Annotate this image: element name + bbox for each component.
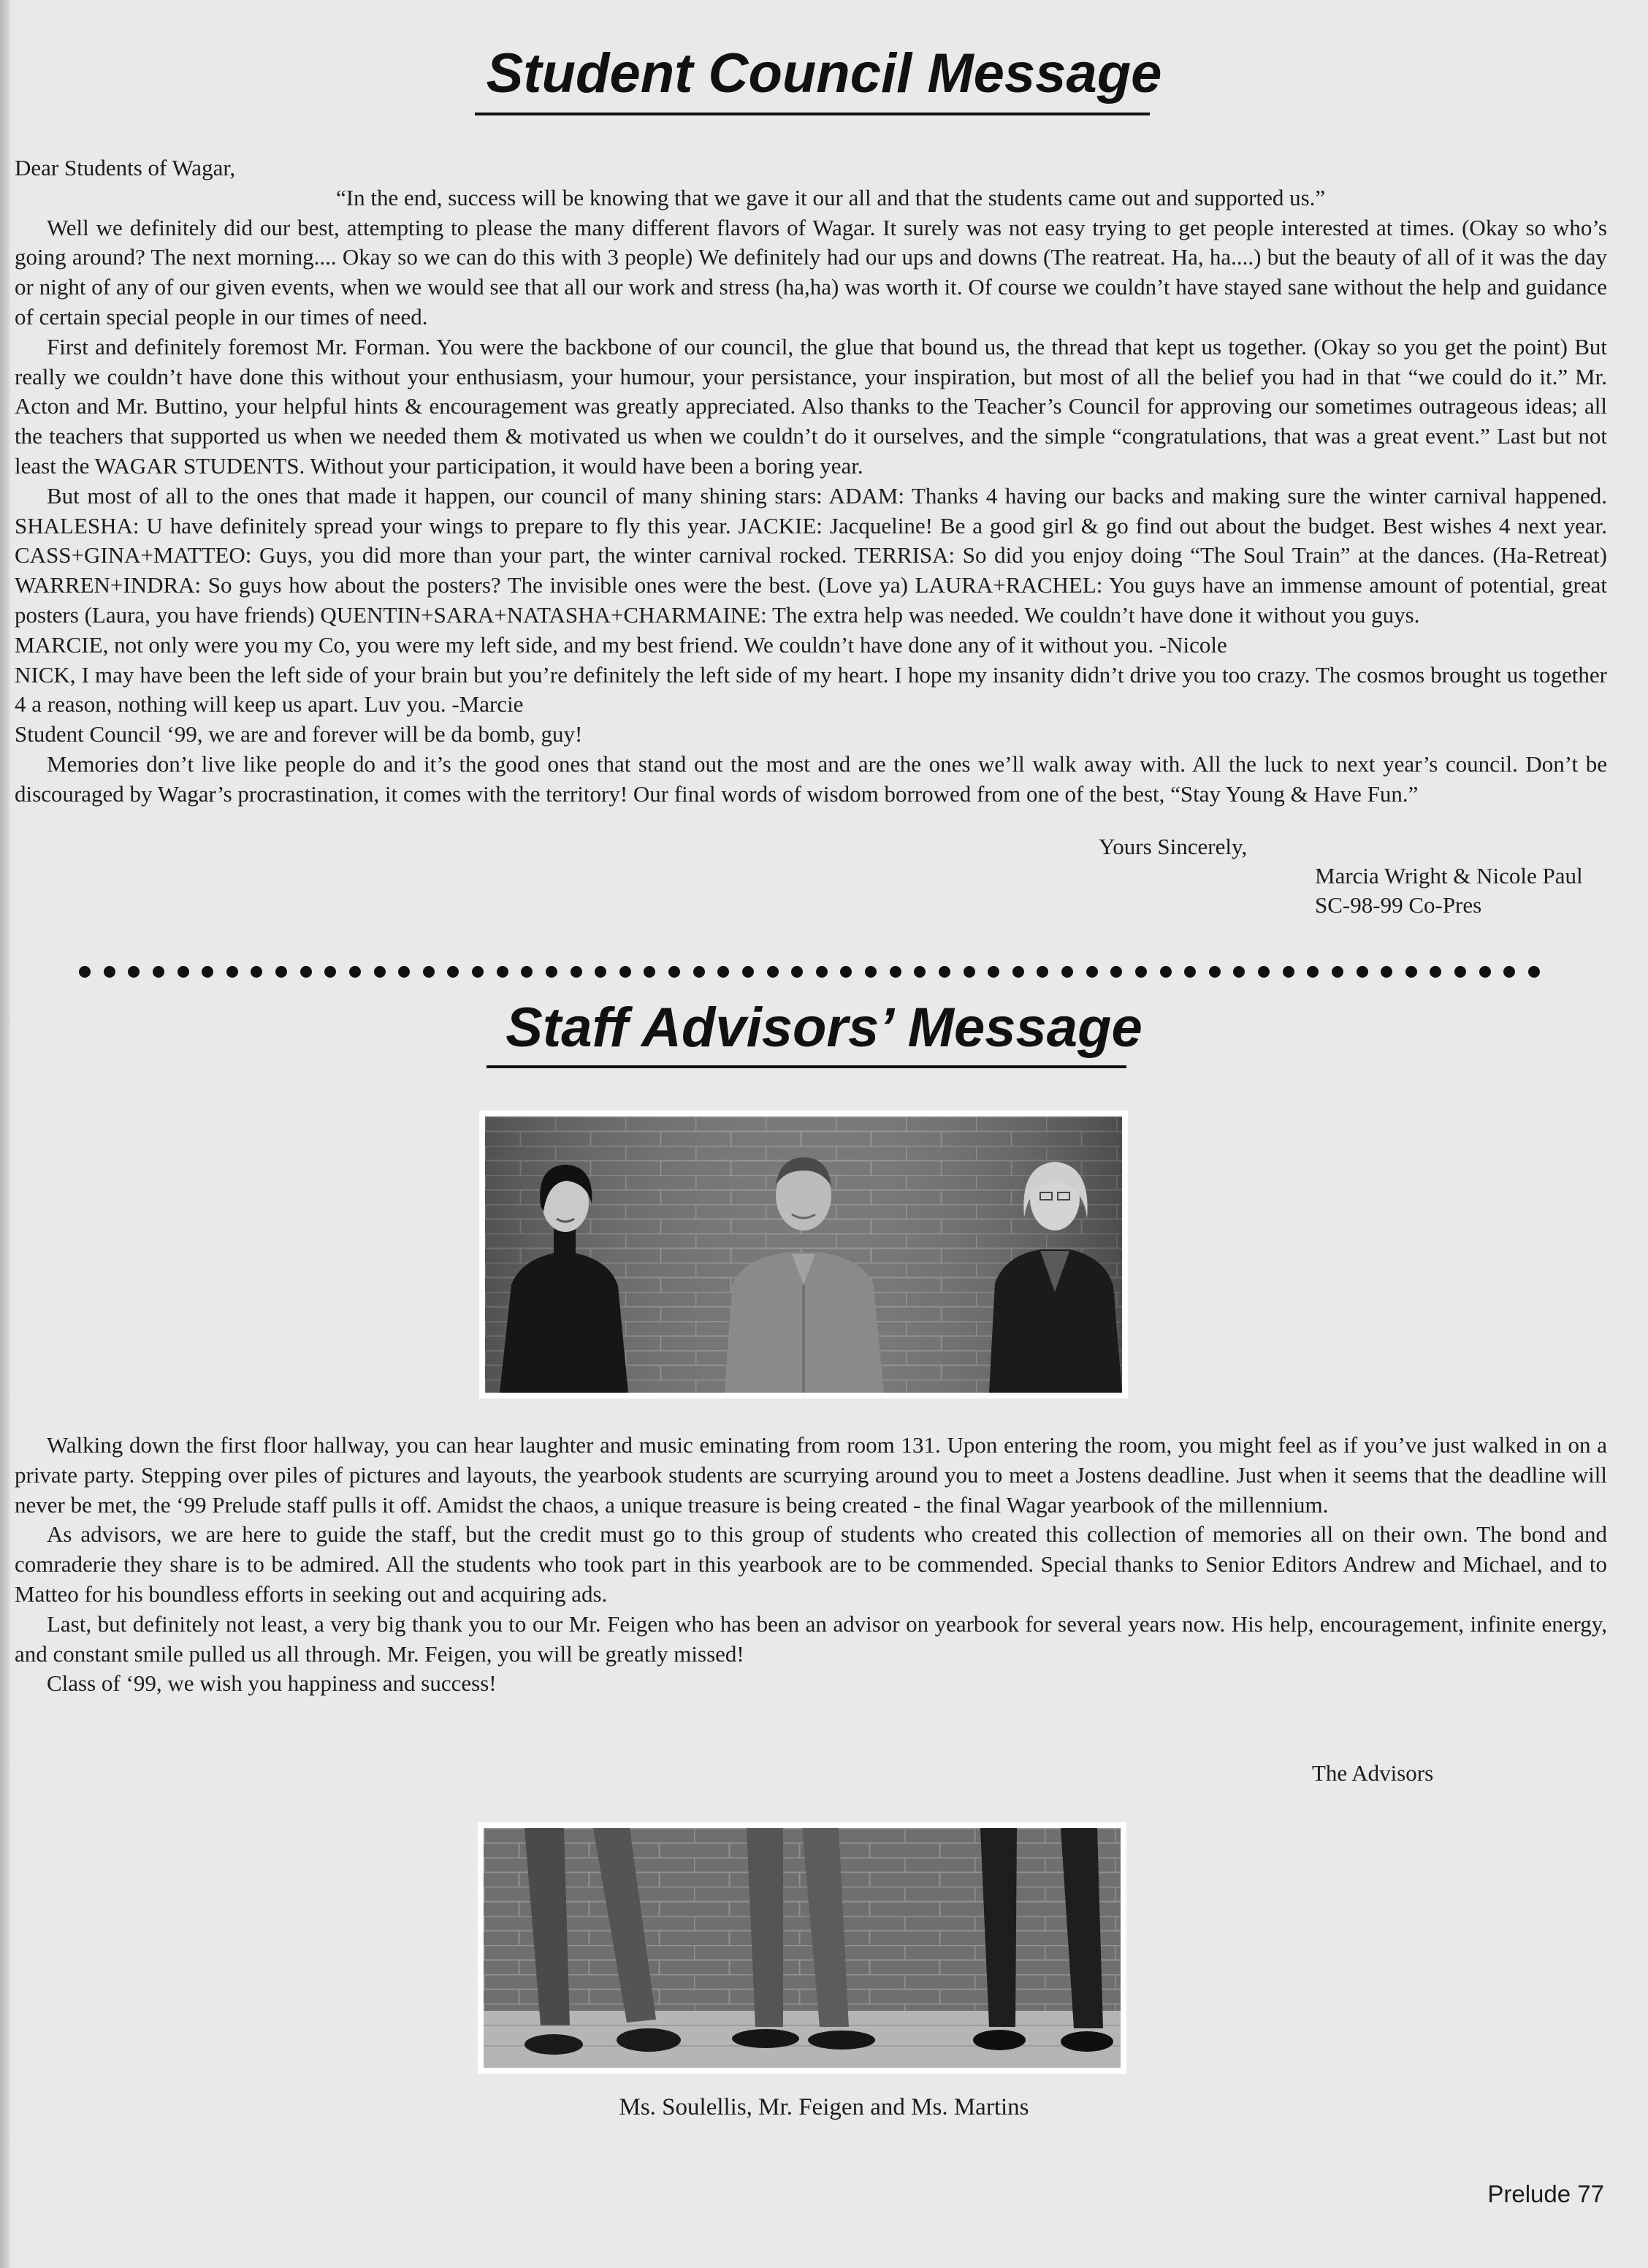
divider-dot	[447, 966, 459, 978]
paragraph-thanks-feigen: Last, but definitely not least, a very big thank you to our Mr. Feigen who has been an advisor on yearbook for several years now. His help, encouragement, infinite energy, and constant smile pulled us all through. Mr. Feigen, you will be greatly missed!	[15, 1610, 1607, 1667]
divider-dot	[668, 966, 680, 978]
divider-dot	[497, 966, 508, 978]
valediction: Yours Sincerely,	[1099, 834, 1248, 859]
signers: Marcia Wright & Nicole Paul	[1315, 863, 1583, 888]
advisors-photo	[479, 1111, 1128, 1399]
paragraph-hallway: Walking down the first floor hallway, you can hear laughter and music eminating from room 131. Upon entering the room, you might feel as if you’ve just walked in on a private party. Stepping over piles of pictures and layouts, the yearbook students are scurrying around you to meet a Jostens deadline. Just when it seems that the deadline will never be met, the ‘99 Prelude staff pulls it off. Amidst the chaos, a unique treasure is being created - the final Wagar yearbook of the millennium.	[15, 1432, 1607, 1518]
divider-dot	[226, 966, 238, 978]
note-to-marcie: MARCIE, not only were you my Co, you were my left side, and my best friend. We couldn’t have done any of it without you. -Nicole	[15, 631, 1227, 658]
divider-dot	[964, 966, 975, 978]
paragraph-advisors-role: As advisors, we are here to guide the staff, but the credit must go to this group of students who created this collection of memories all on their own. The bond and comraderie they share is to be admired. All the students who took part in this yearbook are to be commended. Special thanks to Senior Editors Andrew and Michael, and to Matteo for his boundless efforts in seeking out and acquiring ads.	[15, 1521, 1607, 1607]
greeting: Dear Students of Wagar,	[15, 155, 236, 180]
divider-dot	[1479, 966, 1491, 978]
paragraph-closing: Memories don’t live like people do and it’s the good ones that stand out the most and are the ones we’ll walk away with. All the luck to next year’s council. Don’t be discouraged by Wagar’s procrastination, it comes with the territory! Our final words of wisdom borrowed from one of the best, “Stay Young & Have Fun.”	[15, 750, 1607, 807]
legs-photo-image	[484, 1828, 1121, 2068]
divider-dot	[1209, 966, 1221, 978]
divider-dot	[571, 966, 582, 978]
divider-dot	[251, 966, 262, 978]
student-council-title: Student Council Message	[486, 42, 1162, 104]
staff-advisors-letter	[15, 1431, 1607, 1699]
divider-dot	[349, 966, 361, 978]
divider-dot	[1037, 966, 1048, 978]
divider-dot	[178, 966, 189, 978]
paragraph-effort: Well we definitely did our best, attempting to please the many different flavors of Wagar. It surely was not easy trying to get people interested at times. (Okay so who’s going around? The next morning.... Okay so we can do this with 3 people) We definitely had our ups and downs (The reatreat. Ha, ha....) but the beauty of all of it was the day or night of any of our given events, when we would see that all our work and stress (ha,ha) was worth it. Of course we couldn’t have stayed sane without the help and guidance of certain special people in our times of need.	[15, 214, 1607, 330]
divider-dot	[1160, 966, 1172, 978]
divider-dot	[1135, 966, 1147, 978]
paragraph-council-members: But most of all to the ones that made it happen, our council of many shining stars: ADAM: Thanks 4 having our backs and making sure the winter carnival happened. SHALESHA: U have definitely spread your wings to prepare to fly this year. JACKIE: Jacqueline! Be a good girl & go find out about the budget. Best wishes 4 next year. CASS+GINA+MATTEO: Guys, you did more than your part, the winter carnival rocked. TERRISA: So did you enjoy doing “The Soul Train” at the dances. (Ha-Retreat) WARREN+INDRA: So guys how about the posters? The invisible ones were the best. (Love ya) LAURA+RACHEL: You guys have an immense amount of potential, great posters (Laura, you have friends) QUENTIN+SARA+NATASHA+CHARMAINE: The extra help was needed. We couldn’t have done it without you guys.	[15, 482, 1607, 628]
divider-dot	[546, 966, 557, 978]
divider-dot	[717, 966, 729, 978]
signer-role: SC-98-99 Co-Pres	[1315, 892, 1482, 918]
page-folio: Prelude 77	[1487, 2180, 1604, 2207]
dotted-divider	[79, 961, 1540, 983]
divider-dot	[398, 966, 410, 978]
divider-dot	[300, 966, 312, 978]
divider-dot	[767, 966, 779, 978]
divider-dot	[79, 966, 91, 978]
divider-dot	[1503, 966, 1515, 978]
divider-dot	[939, 966, 950, 978]
legs-photo	[478, 1822, 1126, 2074]
divider-dot	[1086, 966, 1098, 978]
student-council-letter	[15, 153, 1607, 810]
divider-dot	[865, 966, 877, 978]
divider-dot	[202, 966, 213, 978]
divider-dot	[742, 966, 754, 978]
divider-dot	[1357, 966, 1368, 978]
divider-dot	[840, 966, 852, 978]
divider-dot	[1184, 966, 1196, 978]
paragraph-class-wish: Class of ‘99, we wish you happiness and success!	[47, 1670, 497, 1697]
advisors-photo-image	[485, 1116, 1122, 1393]
note-to-council: Student Council ‘99, we are and forever will be da bomb, guy!	[15, 721, 583, 747]
advisors-signature: The Advisors	[1312, 1760, 1434, 1786]
divider-dot	[988, 966, 999, 978]
note-to-nick: NICK, I may have been the left side of your brain but you’re definitely the left side of my heart. I hope my insanity didn’t drive you too crazy. The cosmos brought us together 4 a reason, nothing will keep us apart. Luv you. -Marcie	[15, 661, 1607, 718]
divider-dot	[1430, 966, 1441, 978]
divider-dot	[619, 966, 631, 978]
divider-dot	[914, 966, 926, 978]
divider-dot	[1061, 966, 1073, 978]
divider-dot	[1454, 966, 1466, 978]
divider-dot	[472, 966, 484, 978]
divider-dot	[128, 966, 140, 978]
divider-dot	[1381, 966, 1392, 978]
divider-dot	[1233, 966, 1245, 978]
divider-dot	[1332, 966, 1343, 978]
divider-dot	[816, 966, 828, 978]
title-underline	[475, 113, 1150, 115]
divider-dot	[890, 966, 901, 978]
staff-advisors-title: Staff Advisors’ Message	[506, 997, 1142, 1059]
page-gutter-shadow	[0, 0, 10, 2268]
divider-dot	[1012, 966, 1024, 978]
divider-dot	[324, 966, 336, 978]
divider-dot	[275, 966, 287, 978]
divider-dot	[423, 966, 435, 978]
divider-dot	[1528, 966, 1540, 978]
divider-dot	[374, 966, 386, 978]
divider-dot	[1307, 966, 1319, 978]
divider-dot	[595, 966, 606, 978]
divider-dot	[521, 966, 533, 978]
divider-dot	[104, 966, 115, 978]
divider-dot	[1283, 966, 1294, 978]
paragraph-thanks: First and definitely foremost Mr. Forman. You were the backbone of our council, the glue that bound us, the thread that kept us together. (Okay so you get the point) But really we couldn’t have done this without your enthusiasm, your humour, your persistance, your inspiration, but most of all the belief you had in that “we could do it.” Mr. Acton and Mr. Buttino, your helpful hints & encouragement was greatly appreciated. Also thanks to the Teacher’s Council for approving our sometimes outrageous ideas; all the teachers that supported us when we needed them & motivated us when we couldn’t do it ourselves, and the simple “congratulations, that was a great event.” Last but not least the WAGAR STUDENTS. Without your participation, it would have been a boring year.	[15, 333, 1607, 479]
divider-dot	[644, 966, 655, 978]
divider-dot	[153, 966, 164, 978]
divider-dot	[693, 966, 705, 978]
photo-caption: Ms. Soulellis, Mr. Feigen and Ms. Martins	[619, 2094, 1029, 2120]
divider-dot	[1258, 966, 1270, 978]
title-underline	[487, 1065, 1126, 1068]
opening-quote: “In the end, success will be knowing that we gave it our all and that the students came out and supported us.”	[336, 184, 1326, 210]
divider-dot	[1110, 966, 1122, 978]
divider-dot	[791, 966, 803, 978]
divider-dot	[1405, 966, 1417, 978]
